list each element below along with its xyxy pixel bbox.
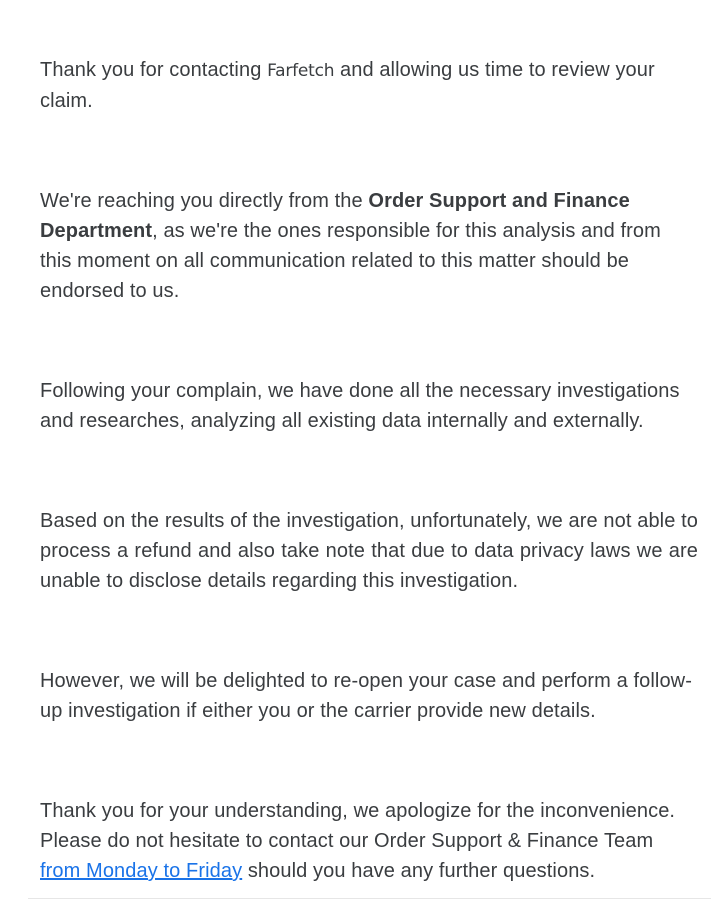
text-run: Thank you for contacting xyxy=(40,59,268,81)
text-run: We're reaching you directly from the xyxy=(40,190,369,212)
paragraph-greeting xyxy=(40,55,698,116)
text-run: Following your complain, we have done all the necessary investigations and researches, analyzing all existing data internally and externally. xyxy=(40,380,680,432)
paragraph-reopen-offer xyxy=(40,666,698,726)
brand-name: Farfetch xyxy=(267,61,335,81)
text-run: Thank you for your understanding, we apologize for the inconvenience. Please do not hesitate to contact our Order Support & Finance Team xyxy=(40,800,676,852)
text-run: Based on the results of the investigation, unfortunately, we are not able to process a refund and also take note that due to data privacy laws we are unable to disclose details regarding this investigation. xyxy=(40,510,698,592)
paragraph-investigation xyxy=(40,376,698,436)
department-bold-text: Order Support and Finance Department xyxy=(40,190,630,242)
paragraph-closing xyxy=(40,796,698,886)
paragraph-department xyxy=(40,186,698,306)
bottom-divider xyxy=(28,898,711,899)
text-run: and allowing us time to review your claim. xyxy=(40,59,655,112)
text-run: should you have any further questions. xyxy=(242,860,596,882)
text-run: However, we will be delighted to re-open your case and perform a follow-up investigation if either you or the carrier provide new details. xyxy=(40,670,692,722)
monday-friday-link[interactable]: from Monday to Friday xyxy=(40,860,243,882)
text-run: , as we're the ones responsible for this analysis and from this moment on all communication related to this matter should be endorsed to us. xyxy=(40,220,661,302)
paragraph-refund-decision xyxy=(40,506,698,596)
